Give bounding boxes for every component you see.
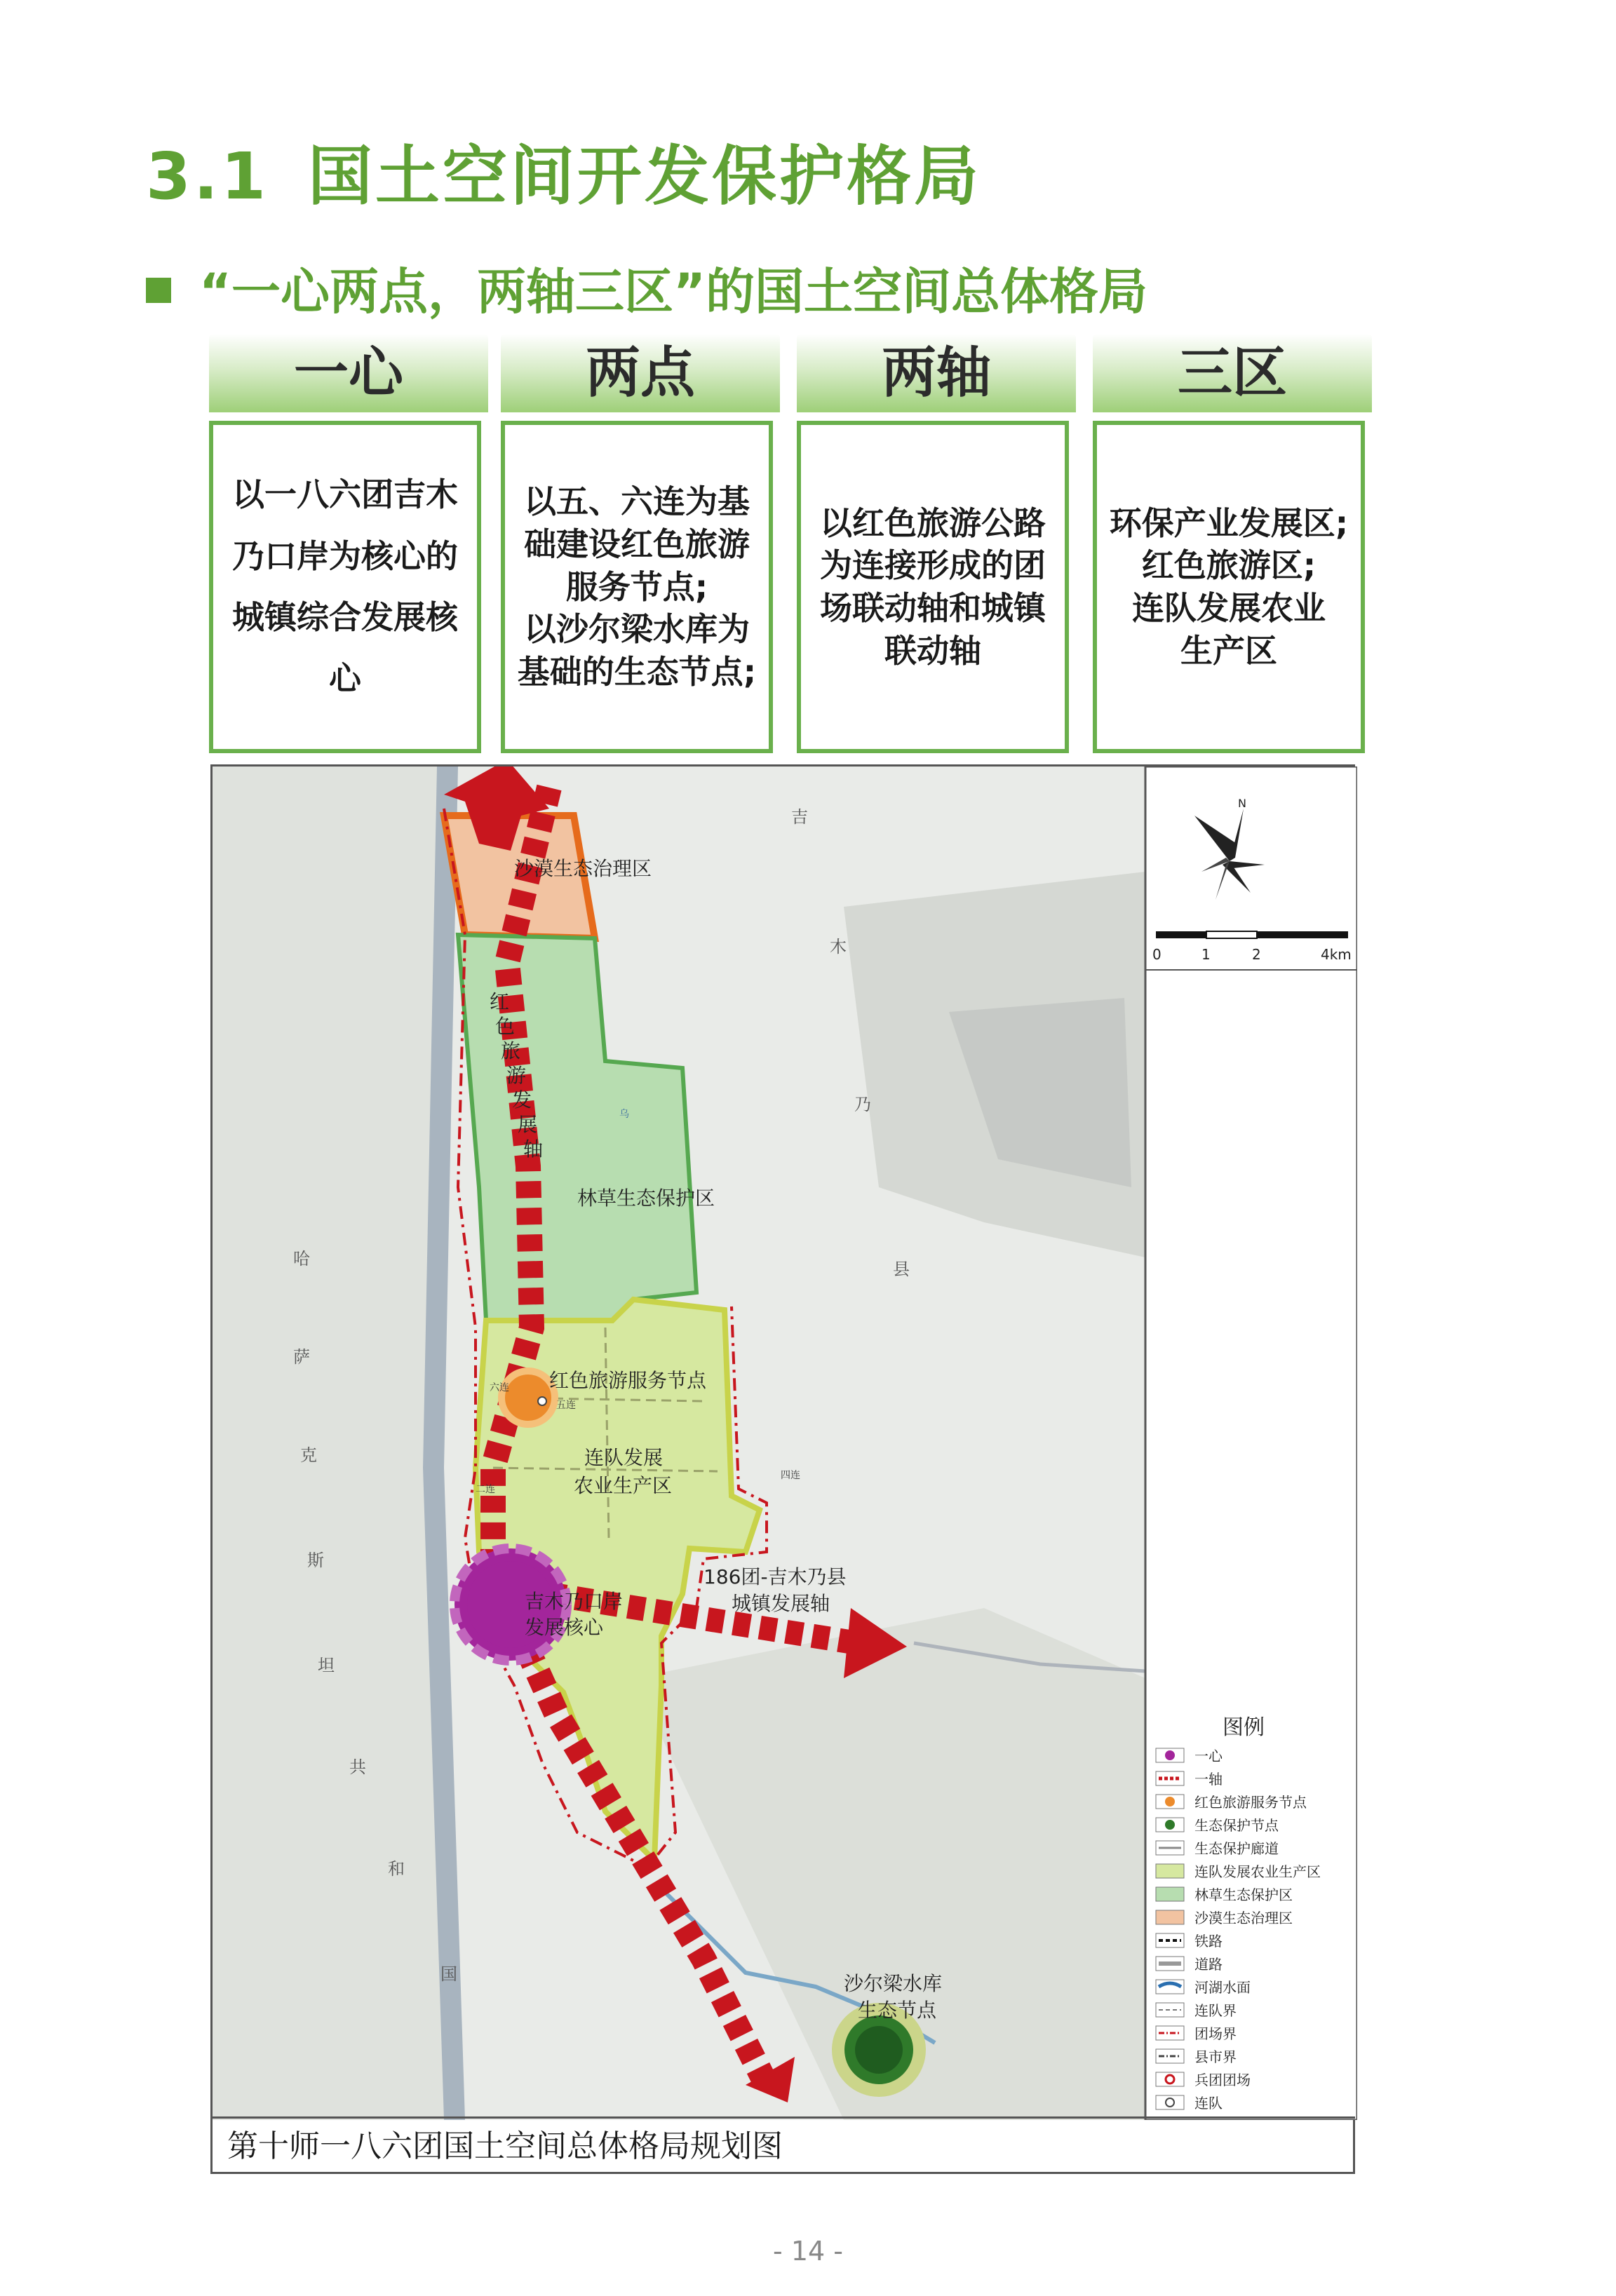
county-char: 吉 — [791, 807, 808, 827]
label-company-six: 六连 — [490, 1382, 509, 1393]
svg-text:生态保护廊道: 生态保护廊道 — [1194, 1840, 1279, 1857]
pillar-box-three-zones — [1093, 421, 1365, 753]
label-east-axis-1: 186团-吉木乃县 — [703, 1565, 847, 1588]
country-char: 哈 — [293, 1249, 310, 1269]
axis-char: 旅 — [501, 1039, 521, 1062]
svg-text:县市界: 县市界 — [1194, 2048, 1237, 2065]
legend-item — [1156, 2025, 1237, 2042]
label-red-node: 红色旅游服务节点 — [549, 1369, 707, 1392]
label-east-axis-2: 城镇发展轴 — [732, 1592, 830, 1615]
legend-item — [1156, 2048, 1237, 2065]
svg-text:连队界: 连队界 — [1194, 2002, 1237, 2019]
scale-tick: 4km — [1321, 946, 1352, 963]
legend-item — [1156, 1910, 1293, 1926]
legend-item — [1156, 1817, 1279, 1834]
svg-text:连队发展农业生产区: 连队发展农业生产区 — [1194, 1863, 1321, 1880]
svg-text:沙漠生态治理区: 沙漠生态治理区 — [1194, 1910, 1293, 1926]
label-reservoir-2: 生态节点 — [858, 1999, 937, 2022]
label-river: 乌 — [619, 1109, 629, 1120]
label-core-2: 发展核心 — [525, 1616, 604, 1639]
svg-text:生态保护节点: 生态保护节点 — [1194, 1817, 1279, 1834]
legend-item — [1156, 2002, 1237, 2019]
pillar-text-two-points: 以五、六连为基 础建设红色旅游 服务节点; 以沙尔梁水库为 基础的生态节点; — [517, 482, 757, 691]
legend-item — [1156, 2072, 1251, 2088]
label-desert-zone: 沙漠生态治理区 — [514, 857, 652, 880]
terrain-west — [213, 767, 451, 2120]
country-char: 斯 — [307, 1551, 324, 1570]
pillar-header-two-points: 两点 — [501, 334, 780, 412]
pillar-text-one-core: 以一八六团吉木 乃口岸为核心的 城镇综合发展核 心 — [232, 475, 458, 698]
svg-text:河湖水面: 河湖水面 — [1194, 1979, 1251, 1996]
svg-text:道路: 道路 — [1194, 1956, 1223, 1973]
map-caption: 第十师一八六团国土空间总体格局规划图 — [210, 2116, 1355, 2174]
pillar-box-two-axes — [797, 421, 1069, 753]
label-core-1: 吉木乃口岸 — [525, 1590, 624, 1613]
scale-tick: 2 — [1252, 946, 1261, 963]
label-farm-zone-2: 农业生产区 — [574, 1474, 673, 1497]
svg-text:红色旅游服务节点: 红色旅游服务节点 — [1194, 1794, 1307, 1811]
red-tourism-node — [501, 1371, 555, 1424]
page-number: - 14 - — [773, 2236, 843, 2267]
country-char: 坦 — [318, 1656, 335, 1675]
company-five-marker — [538, 1397, 546, 1405]
pillar-text-two-axes: 以红色旅游公路 为连接形成的团 场联动轴和城镇 联动轴 — [820, 504, 1046, 670]
label-company-two: 二连 — [476, 1484, 495, 1495]
svg-text:林草生态保护区: 林草生态保护区 — [1194, 1886, 1293, 1903]
svg-text:兵团团场: 兵团团场 — [1194, 2072, 1251, 2088]
axis-char: 轴 — [523, 1137, 544, 1161]
svg-text:一心: 一心 — [1194, 1748, 1223, 1764]
legend-item — [1156, 1794, 1307, 1811]
country-char: 克 — [300, 1445, 317, 1465]
country-char: 和 — [388, 1859, 405, 1879]
scale-tick: 0 — [1152, 946, 1162, 963]
square-bullet-icon — [146, 278, 171, 303]
pillar-text-three-zones: 环保产业发展区; 红色旅游区; 连队发展农业 生产区 — [1109, 504, 1349, 670]
county-char: 木 — [830, 937, 847, 957]
county-char: 乃 — [854, 1095, 871, 1114]
svg-text:连队: 连队 — [1194, 2095, 1223, 2112]
pillar-box-two-points — [501, 421, 773, 753]
section-title: 国土空间开发保护格局 — [307, 139, 981, 214]
legend-item — [1156, 1979, 1251, 1996]
planning-map — [210, 764, 1355, 2174]
county-char: 县 — [893, 1260, 910, 1279]
label-company-four: 四连 — [781, 1470, 800, 1481]
label-farm-zone-1: 连队发展 — [584, 1446, 664, 1469]
legend-title: 图例 — [1223, 1715, 1265, 1740]
section-number: 3.1 — [146, 139, 269, 214]
legend-item — [1156, 1840, 1279, 1857]
map-canvas — [213, 767, 1357, 2120]
svg-text:一轴: 一轴 — [1194, 1771, 1223, 1788]
north-label: N — [1238, 797, 1246, 810]
section-heading — [146, 125, 981, 217]
pillar-header-three-zones: 三区 — [1093, 334, 1372, 412]
label-reservoir-1: 沙尔梁水库 — [844, 1972, 943, 1995]
axis-char: 发 — [512, 1088, 532, 1112]
axis-char: 展 — [518, 1113, 538, 1136]
axis-char: 游 — [506, 1064, 527, 1087]
country-char: 共 — [349, 1757, 366, 1777]
country-char: 国 — [440, 1964, 457, 1984]
pillar-header-one-core: 一心 — [209, 334, 488, 412]
sub-heading — [146, 252, 1147, 323]
pillar-box-one-core — [209, 421, 481, 753]
label-forest-zone: 林草生态保护区 — [577, 1187, 715, 1210]
svg-text:铁路: 铁路 — [1194, 1933, 1223, 1950]
legend-item — [1156, 1863, 1321, 1880]
legend-item — [1156, 1886, 1293, 1903]
reservoir-node-inner — [855, 2026, 903, 2074]
axis-char: 色 — [495, 1015, 516, 1038]
axis-char: 红 — [490, 990, 510, 1013]
pillar-header-two-axes: 两轴 — [797, 334, 1076, 412]
country-char: 萨 — [293, 1347, 310, 1367]
scale-tick: 1 — [1201, 946, 1211, 963]
label-company-five: 五连 — [556, 1400, 576, 1411]
sub-heading-text: “一心两点，两轴三区”的国土空间总体格局 — [199, 263, 1148, 320]
svg-text:团场界: 团场界 — [1194, 2025, 1237, 2042]
